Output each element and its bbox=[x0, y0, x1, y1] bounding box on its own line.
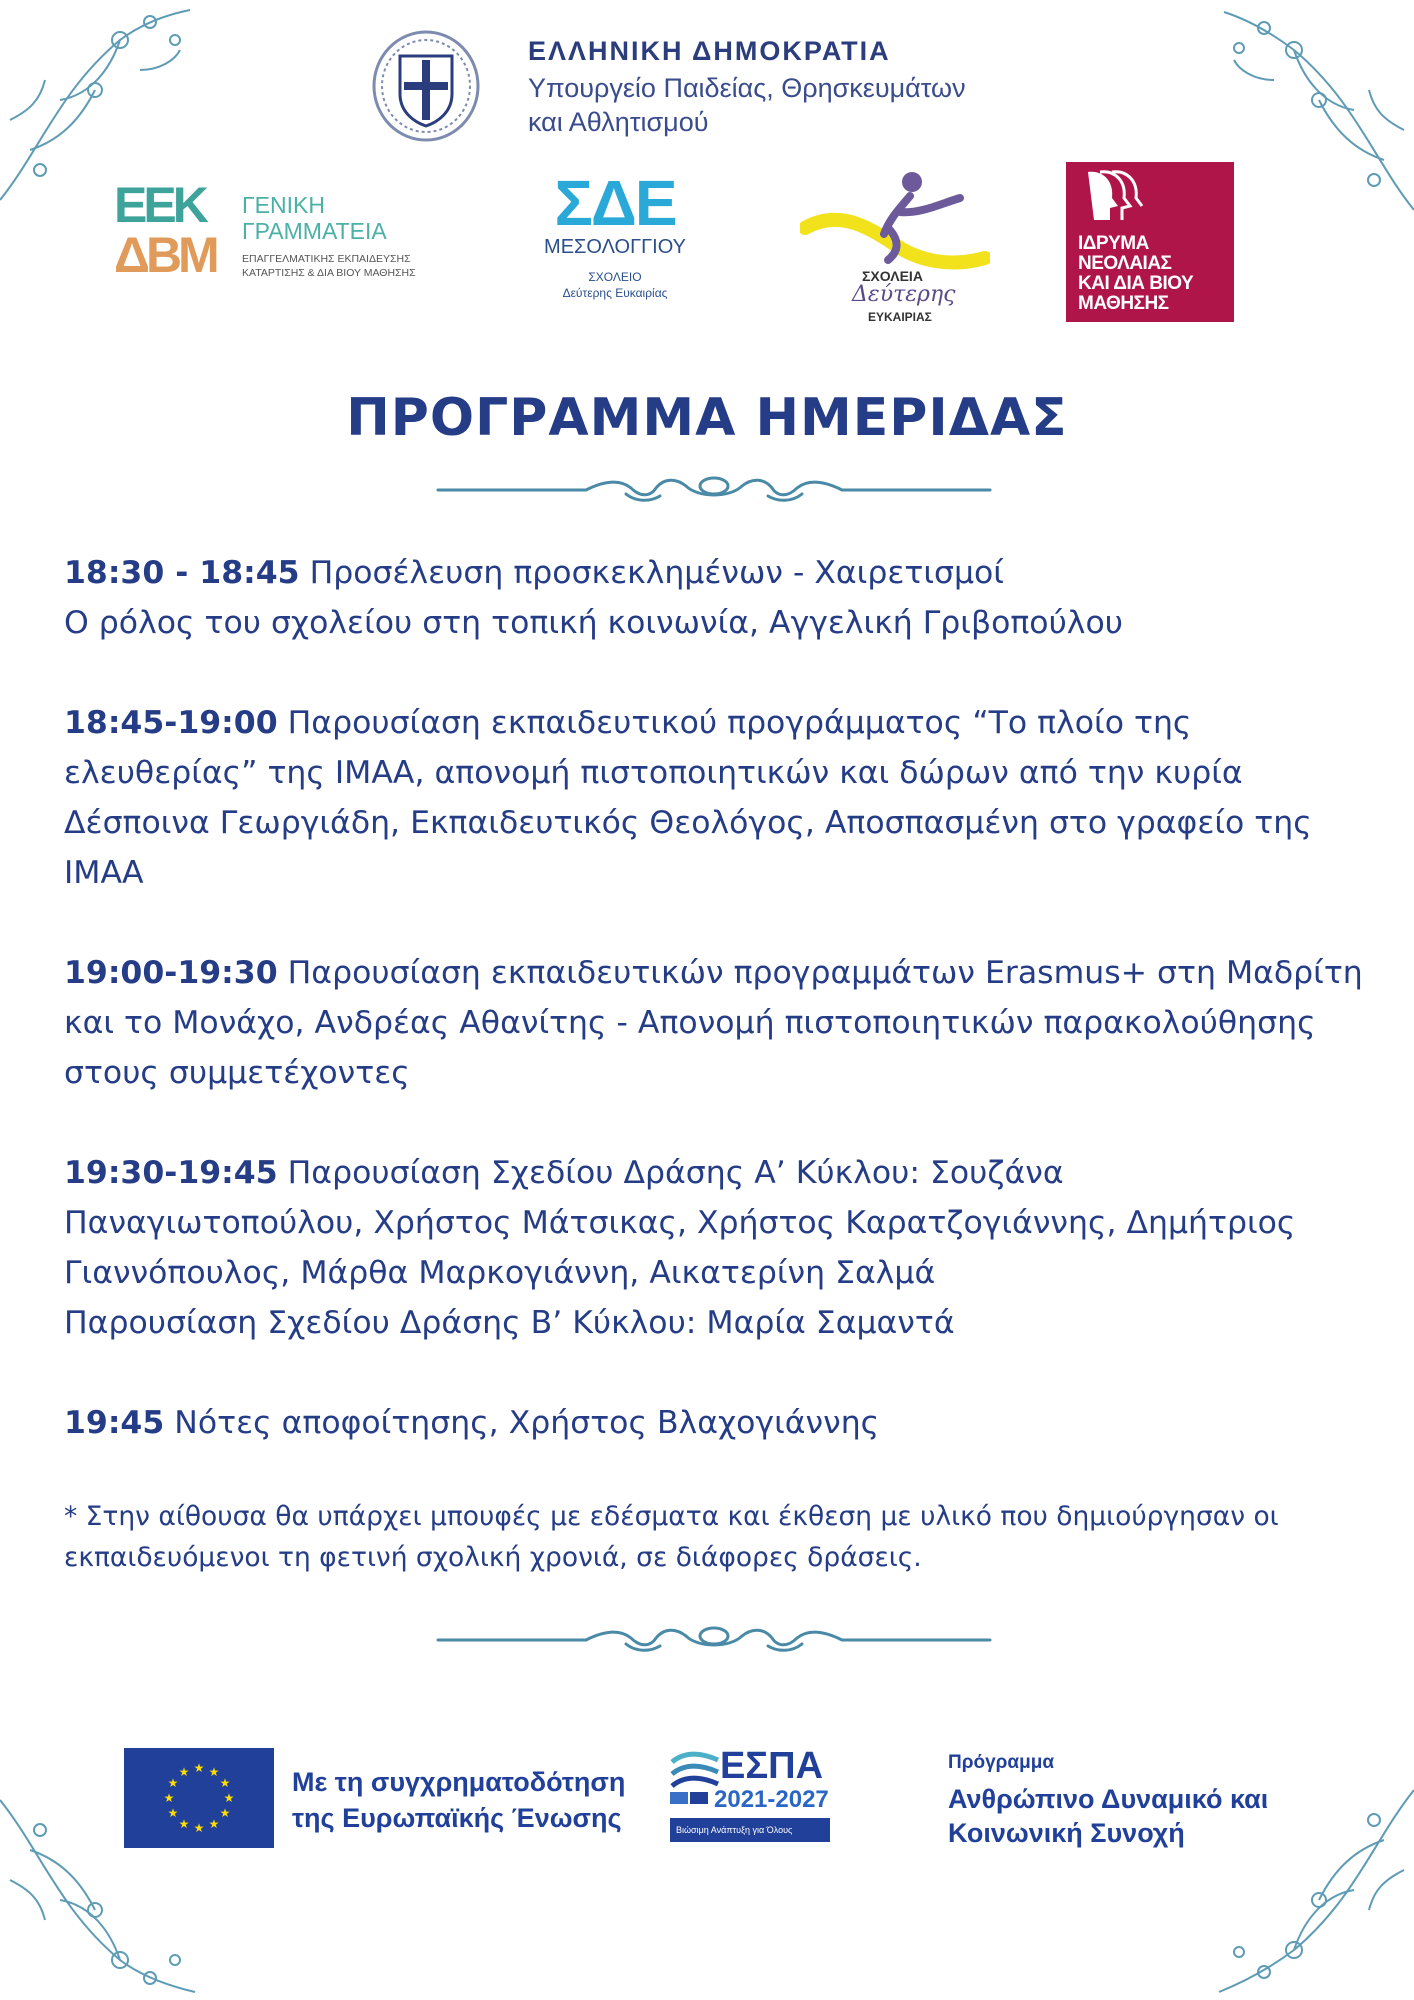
program-text: Προσέλευση προσκεκλημένων - Χαιρετισμοί bbox=[309, 555, 1004, 591]
sde-mark: ΣΔΕ bbox=[554, 167, 676, 239]
program-extra: Ο ρόλος του σχολείου στη τοπική κοινωνία, Αγγελική Γριβοπούλου bbox=[64, 605, 1123, 641]
idryma-line1: ΙΔΡΥΜΑ bbox=[1078, 233, 1149, 254]
program-text: Παρουσίαση εκπαιδευτικών προγραμμάτων Erasmus+ στη Μαδρίτη και το Μονάχο, Ανδρέας Αθανίτης - Απονομή πιστοποιητικών παρακολούθησης στους συμμετέχοντες bbox=[64, 955, 1363, 1091]
svg-text:★: ★ bbox=[219, 1776, 231, 1790]
program-time: 19:30-19:45 bbox=[64, 1155, 278, 1191]
program-extra: Παρουσίαση Σχεδίου Δράσης Β’ Κύκλου: Μαρία Σαμαντά bbox=[64, 1305, 955, 1341]
espa-slogan: Βιώσιμη Ανάπτυξη για Όλους bbox=[670, 1818, 830, 1842]
program-item bbox=[64, 548, 1364, 648]
idryma-line2: ΝΕΟΛΑΙΑΣ bbox=[1078, 253, 1172, 274]
program-name-line1: Ανθρώπινο Δυναμικό και bbox=[948, 1784, 1269, 1814]
ministry-name-line1: Υπουργείο Παιδείας, Θρησκευμάτων bbox=[528, 73, 966, 103]
sde-sub-line2: Δεύτερης Ευκαιρίας bbox=[562, 286, 668, 300]
eek-sub-line2: ΚΑΤΑΡΤΙΣΗΣ & ΔΙΑ ΒΙΟΥ ΜΑΘΗΣΗΣ bbox=[242, 267, 416, 279]
idryma-line3: ΚΑΙ ΔΙΑ ΒΙΟΥ bbox=[1078, 273, 1194, 294]
program-item bbox=[64, 698, 1364, 898]
program-item bbox=[64, 1398, 1364, 1448]
greek-flag-icon bbox=[670, 1792, 688, 1804]
svg-text:★: ★ bbox=[178, 1817, 190, 1831]
program-time: 19:00-19:30 bbox=[64, 955, 278, 991]
program-name-line2: Κοινωνική Συνοχή bbox=[948, 1818, 1185, 1848]
eek-name-line1: ΓΕΝΙΚΗ bbox=[242, 192, 325, 218]
svg-text:★: ★ bbox=[163, 1791, 175, 1805]
espa-logo bbox=[670, 1746, 840, 1850]
schools-line2: Δεύτερης bbox=[852, 282, 956, 307]
buffet-note: * Στην αίθουσα θα υπάρχει μπουφές με εδέσματα και έκθεση με υλικό που δημιούργησαν οι εκπαιδευόμενοι τη φετινή σχολική χρονιά, σε διάφορες δράσεις. bbox=[64, 1501, 1279, 1573]
floral-corner-top-right bbox=[1214, 0, 1414, 230]
program-time: 19:45 bbox=[64, 1405, 165, 1441]
svg-text:★: ★ bbox=[208, 1817, 220, 1831]
svg-text:★: ★ bbox=[208, 1765, 220, 1779]
sde-city: ΜΕΣΟΛΟΓΓΙΟΥ bbox=[544, 236, 686, 258]
eu-mini-flag-icon bbox=[690, 1792, 708, 1804]
ornamental-divider-bottom bbox=[436, 1620, 992, 1660]
ministry-header bbox=[528, 36, 966, 139]
svg-text:★: ★ bbox=[178, 1765, 190, 1779]
espa-waves-icon bbox=[670, 1750, 720, 1790]
program-list bbox=[64, 548, 1364, 1498]
program-time: 18:30 - 18:45 bbox=[64, 555, 300, 591]
eu-flag-icon bbox=[124, 1748, 274, 1848]
espa-years: 2021-2027 bbox=[714, 1786, 829, 1813]
eu-line1: Με τη συγχρηματοδότηση bbox=[292, 1767, 626, 1797]
sde-mesologgiou-logo bbox=[540, 167, 690, 320]
schools-line3: ΕΥΚΑΙΡΙΑΣ bbox=[868, 310, 932, 324]
program-item bbox=[64, 1148, 1364, 1348]
program-text: Παρουσίαση εκπαιδευτικού προγράμματος “Το πλοίο της ελευθερίας” της ΙΜΑΑ, απονομή πιστοποιητικών και δώρων από την κυρία Δέσποινα Γεωργιάδη, Εκπαιδευτικός Θεολόγος, Αποσπασμένη στο γραφείο της ΙΜΑΑ bbox=[64, 705, 1312, 891]
schools-line1: ΣΧΟΛΕΙΑ bbox=[862, 268, 923, 284]
program-text: Παρουσίαση Σχεδίου Δράσης Α’ Κύκλου: Σουζάνα Παναγιωτοπούλου, Χρήστος Μάτσικας, Χρήστος Καρατζογιάννης, Δημήτριος Γιαννόπουλος, Μάρθα Μαρκογιάννη, Αικατερίνη Σαλμά bbox=[64, 1155, 1296, 1291]
country-name: ΕΛΛΗΝΙΚΗ ΔΗΜΟΚΡΑΤΙΑ bbox=[528, 36, 891, 66]
eek-name-line2: ΓΡΑΜΜΑΤΕΙΑ bbox=[242, 218, 387, 244]
espa-name: ΕΣΠΑ bbox=[720, 1745, 824, 1787]
eek-logo bbox=[114, 177, 474, 310]
sde-sub-line1: ΣΧΟΛΕΙΟ bbox=[588, 270, 642, 284]
svg-text:★: ★ bbox=[223, 1791, 235, 1805]
eu-cofunding-text bbox=[292, 1764, 625, 1836]
svg-text:★: ★ bbox=[167, 1806, 179, 1820]
svg-text:★: ★ bbox=[193, 1821, 205, 1835]
program-item bbox=[64, 948, 1364, 1098]
svg-text:★: ★ bbox=[219, 1806, 231, 1820]
second-chance-schools-logo bbox=[800, 168, 990, 328]
eek-mark-bottom: ΔΒΜ bbox=[114, 227, 216, 283]
program-text: Νότες αποφοίτησης, Χρήστος Βλαχογιάννης bbox=[174, 1405, 880, 1441]
svg-text:★: ★ bbox=[193, 1761, 205, 1775]
program-time: 18:45-19:00 bbox=[64, 705, 278, 741]
ministry-name-line2: και Αθλητισμού bbox=[528, 107, 709, 137]
idryma-neolaias-logo bbox=[1066, 162, 1234, 322]
eu-line2: της Ευρωπαϊκής Ένωσης bbox=[292, 1803, 622, 1833]
eek-sub-line1: ΕΠΑΓΓΕΛΜΑΤΙΚΗΣ ΕΚΠΑΙΔΕΥΣΗΣ bbox=[242, 253, 411, 265]
idryma-line4: ΜΑΘΗΣΗΣ bbox=[1078, 293, 1169, 314]
profiles-icon bbox=[1074, 166, 1144, 232]
program-label: Πρόγραμμα bbox=[948, 1752, 1055, 1773]
greek-coat-of-arms-icon bbox=[370, 28, 482, 144]
ornamental-divider-top bbox=[436, 470, 992, 510]
page-title: ΠΡΟΓΡΑΜΜΑ ΗΜΕΡΙΔΑΣ bbox=[346, 388, 1068, 448]
program-funding-text bbox=[948, 1752, 1268, 1850]
svg-text:★: ★ bbox=[167, 1776, 179, 1790]
eek-mark-top: ΕΕΚ bbox=[114, 177, 205, 233]
